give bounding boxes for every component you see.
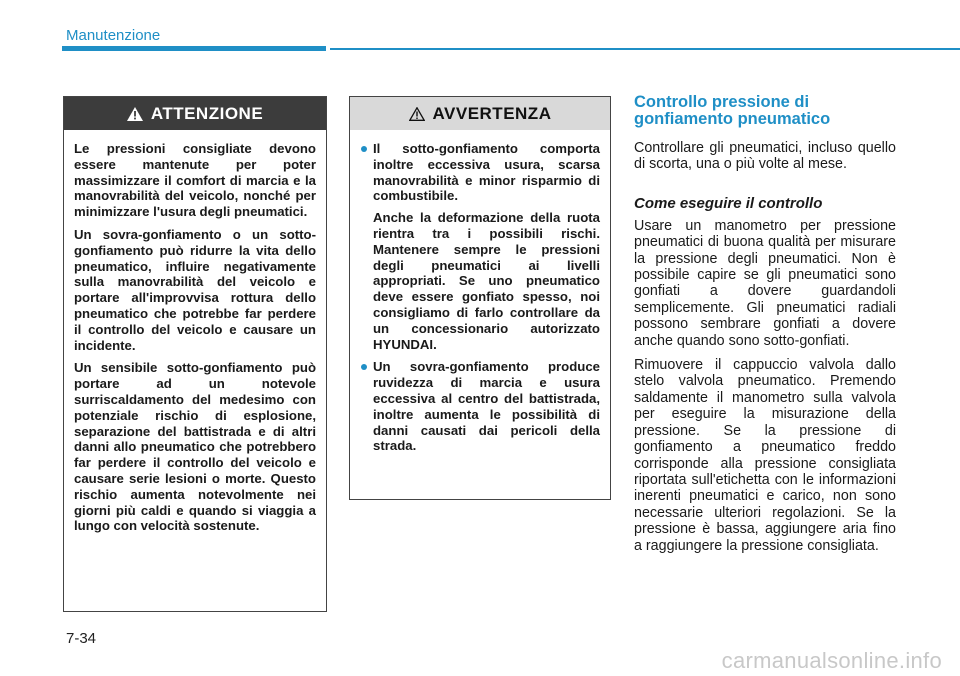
attenzione-title: ATTENZIONE bbox=[150, 103, 264, 123]
attenzione-paragraph: Le pressioni consigliate devono essere mantenute per poter massimizzare il comfort di marcia e la manovrabilità del veicolo, nonché per minimizzare l'usura degli pneumatici. bbox=[74, 141, 316, 220]
avvertenza-box bbox=[349, 96, 611, 500]
avvertenza-text: Un sovra-gonfiamento produce ruvidezza di marcia e usura eccessiva al centro del battistrada, inoltre aumenta le possibilità di danni causati dai pericoli della strada. bbox=[373, 359, 600, 454]
page-number: 7-34 bbox=[66, 630, 97, 647]
subsection-heading: Come eseguire il controllo bbox=[634, 194, 823, 212]
header-rule-accent bbox=[62, 46, 326, 51]
attenzione-body bbox=[64, 130, 326, 549]
body-paragraph: Rimuovere il cappuccio valvola dallo stelo valvola pneumatico. Premendo saldamente il manometro sulla valvola per eseguire la misurazione della pressione. Se la pressione di gonfiamento a pneumatico freddo corrisponde alla pressione consigliata riportata sull'etichetta con le informazioni inerenti pneumatici e carico, non sono necessarie ulteriori regolazioni. Se la pressione è bassa, aggiungere aria fino a raggiungere la pressione consigliata. bbox=[634, 357, 896, 554]
list-item bbox=[360, 141, 600, 352]
body-paragraph: Usare un manometro per pressione pneumatici di buona qualità per misurare la pressione degli pneumatici. Non è possibile capire se gli pneumatici sono gonfiati a dovere guardandoli semplicemente. Gli pneumatici radiali possono sembrare gonfiati a dovere anche quando sono sotto-gonfiati. bbox=[634, 217, 896, 349]
list-item bbox=[360, 359, 600, 454]
section-heading: Controllo pressione di gonfiamento pneumatico bbox=[634, 93, 831, 128]
attenzione-header bbox=[64, 97, 326, 130]
attenzione-paragraph: Un sensibile sotto-gonfiamento può portare ad un notevole surriscaldamento del medesimo con potenziale rischio di esplosione, separazione del battistrada e di altri danni allo pneumatico che potrebbero far perdere il controllo del veicolo e causare serie lesioni o morte. Questo rischio aumenta notevolmente nei giorni più caldi e quando si viaggia a lungo con velocità sostenute. bbox=[74, 360, 316, 534]
attenzione-paragraph: Un sovra-gonfiamento o un sotto-gonfiamento può ridurre la vita dello pneumatico, influire negativamente sulla manovrabilità del veicolo e portare all'improvvisa rottura dello pneumatico che potrebbe far perdere il controllo del veicolo e causare un incidente. bbox=[74, 226, 316, 353]
avvertenza-header bbox=[350, 97, 610, 130]
avvertenza-body bbox=[350, 130, 610, 469]
attenzione-box bbox=[63, 96, 327, 612]
warning-triangle-icon bbox=[409, 107, 425, 121]
section-title: Manutenzione bbox=[66, 27, 161, 44]
bullet-dot-icon bbox=[361, 146, 367, 152]
warning-triangle-icon bbox=[127, 107, 143, 121]
bullet-dot-icon bbox=[361, 364, 367, 370]
watermark: carmanualsonline.info bbox=[721, 648, 942, 673]
intro-paragraph: Controllare gli pneumatici, incluso quello di scorta, una o più volte al mese. bbox=[634, 140, 896, 173]
avvertenza-text: Il sotto-gonfiamento comporta inoltre eccessiva usura, scarsa manovrabilità e minor risparmio di combustibile. bbox=[373, 141, 600, 204]
main-column bbox=[634, 94, 896, 562]
avvertenza-title: AVVERTENZA bbox=[432, 103, 552, 123]
avvertenza-text: Anche la deformazione della ruota rientra tra i possibili rischi. Mantenere sempre le pressioni degli pneumatici ai livelli appropriati. Se uno pneumatico deve essere gonfiato spesso, noi consigliamo di farlo controllare da un concessionario autorizzato HYUNDAI. bbox=[373, 210, 600, 352]
header-rule bbox=[330, 48, 960, 50]
